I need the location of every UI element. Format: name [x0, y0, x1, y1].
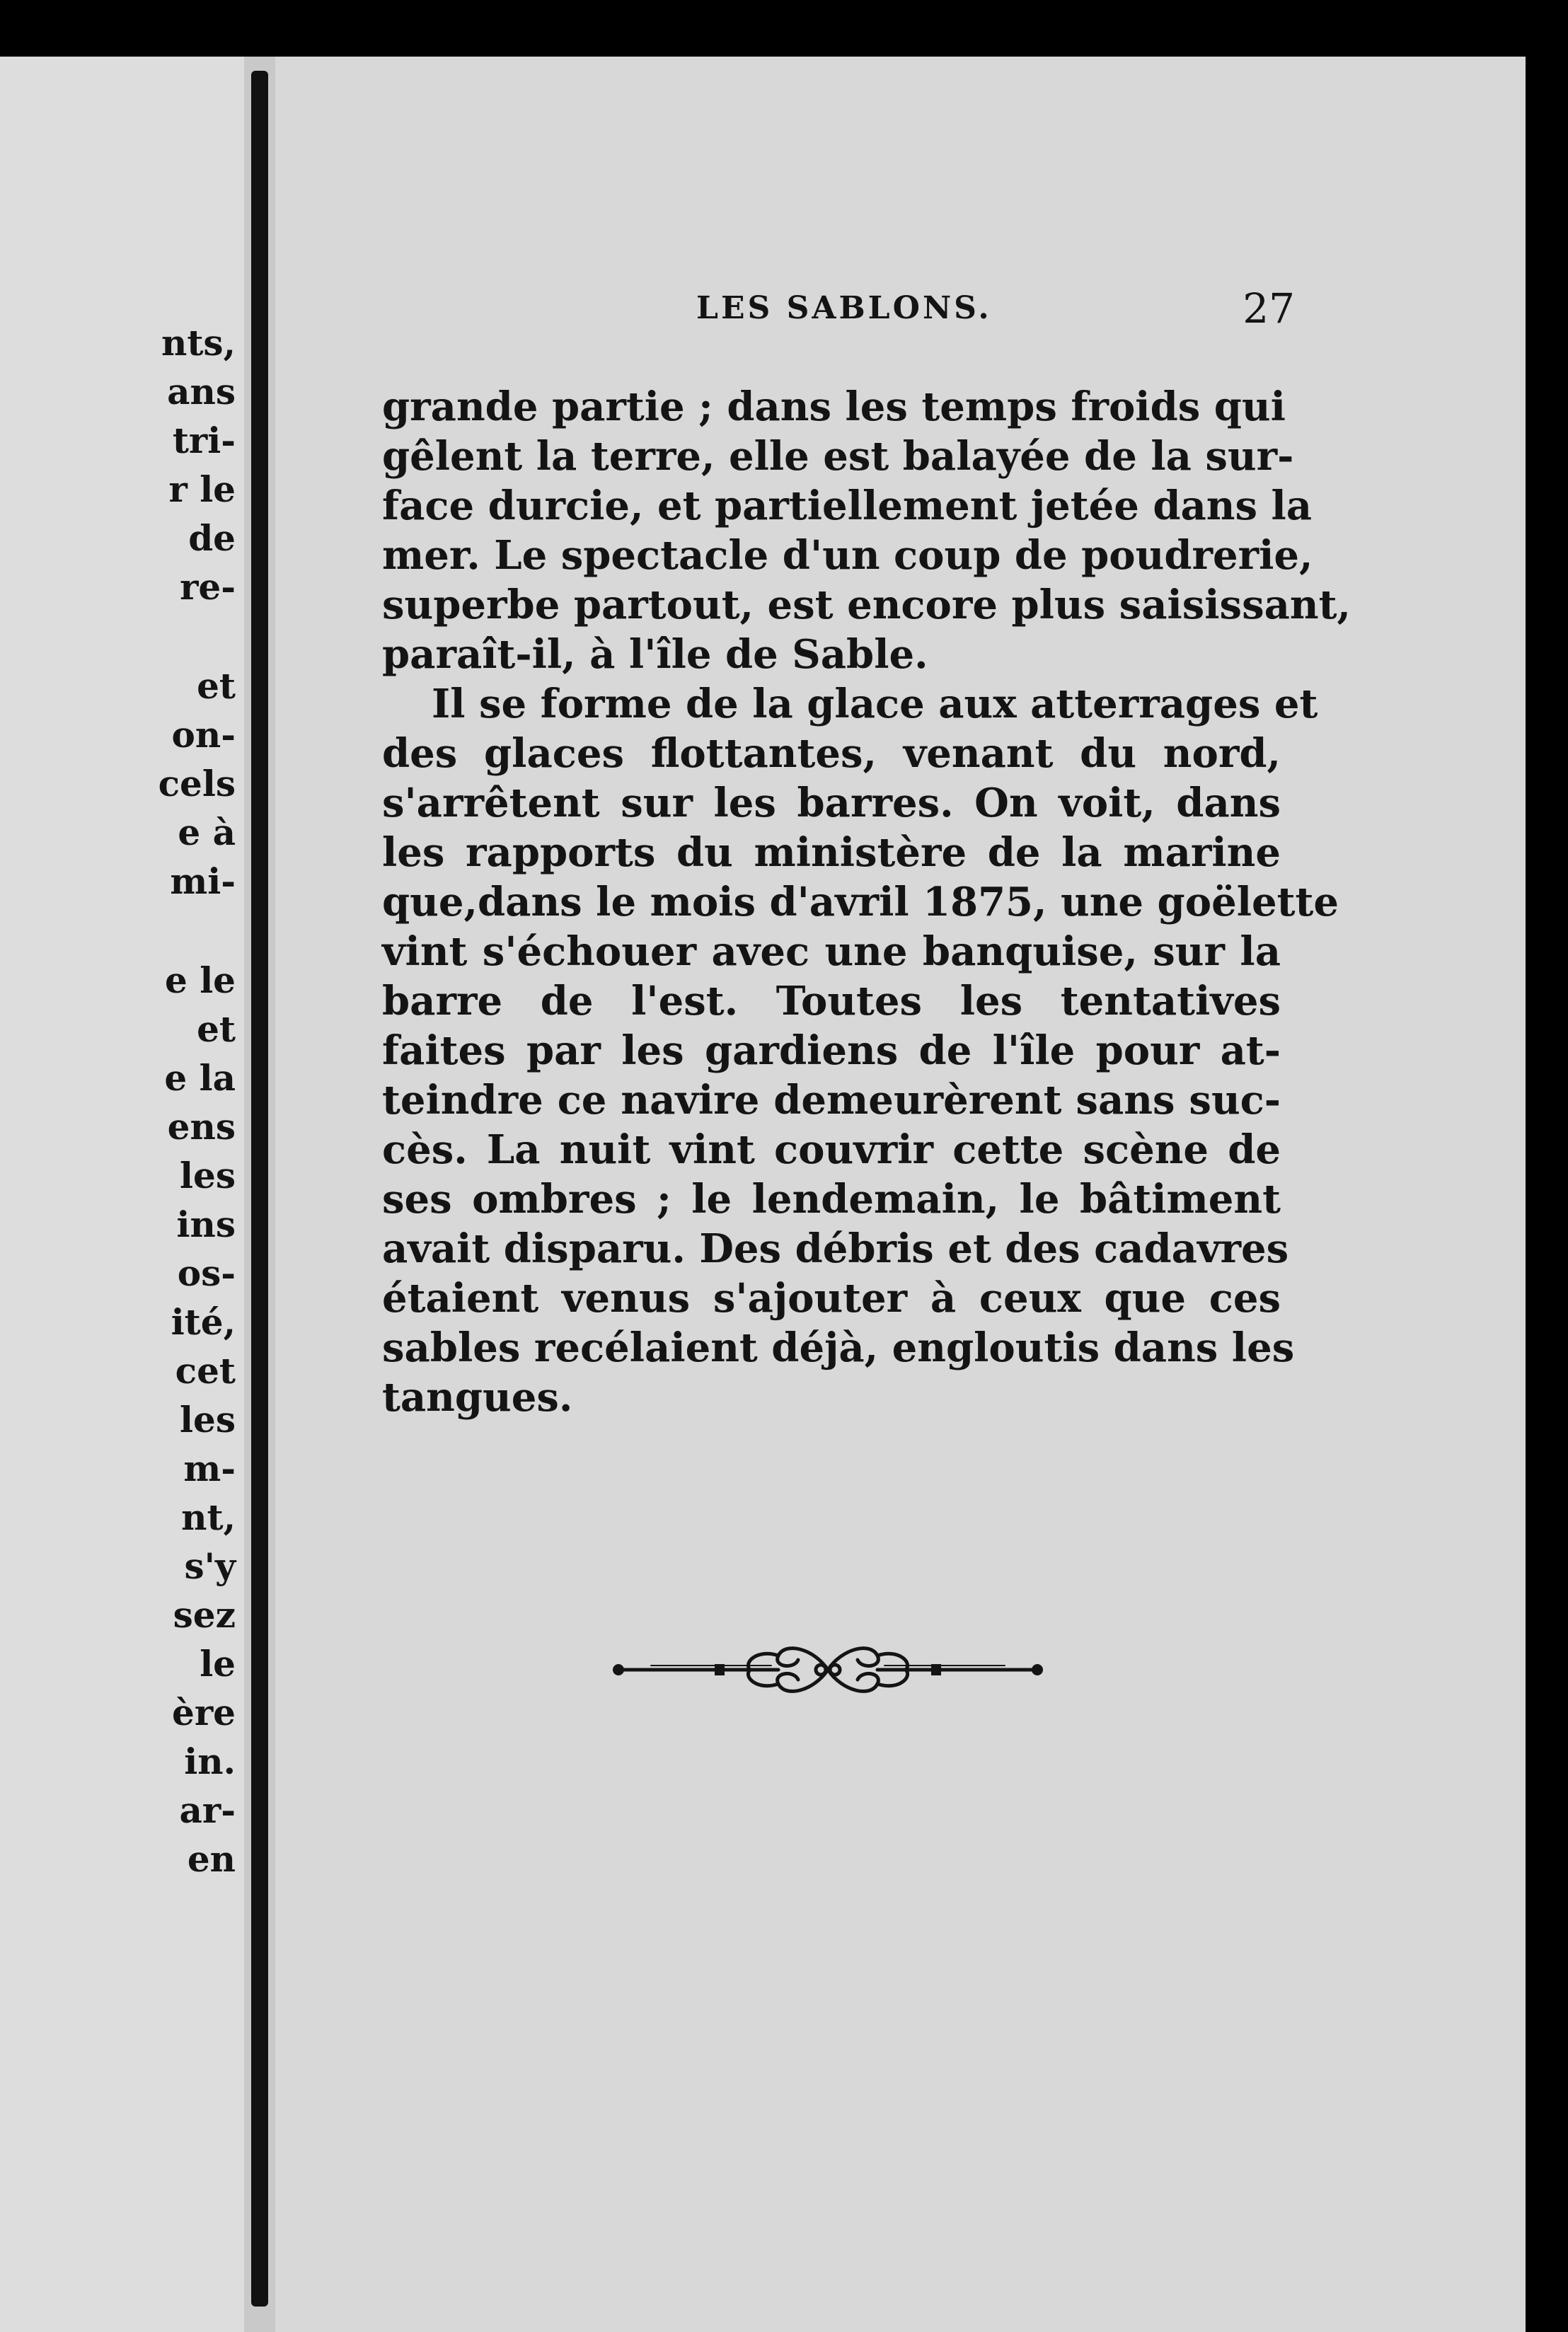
- left-page-text-fragment: le: [200, 1643, 236, 1685]
- left-page-text-fragment: ins: [176, 1203, 236, 1245]
- left-page-text-fragment: ens: [167, 1106, 236, 1148]
- text-line: grande partie ; dans les temps froids qui: [382, 383, 1286, 430]
- left-page-text-fragment: et: [197, 1008, 236, 1050]
- left-page-text-fragment: nt,: [181, 1496, 236, 1538]
- text-line: barre de l'est. Toutes les tentatives: [382, 978, 1281, 1024]
- left-page-text-fragment: ère: [172, 1692, 236, 1733]
- decorative-ornament: [609, 1620, 1047, 1719]
- page-number: 27: [1243, 284, 1295, 333]
- text-line: mer. Le spectacle d'un coup de poudrerie,: [382, 532, 1313, 579]
- left-page-text-fragment: in.: [184, 1741, 236, 1782]
- left-page-text-fragment: e le: [164, 959, 236, 1001]
- page-header: [417, 284, 1295, 347]
- text-line: ses ombres ; le lendemain, le bâtiment: [382, 1176, 1281, 1223]
- text-line: avait disparu. Des débris et des cadavres: [382, 1225, 1289, 1272]
- left-page-text-fragment: en: [187, 1838, 236, 1880]
- left-page-text-fragment: cet: [175, 1350, 236, 1392]
- body-text: [382, 382, 1351, 1422]
- previous-page: [0, 57, 244, 2332]
- text-line: tangues.: [382, 1374, 573, 1421]
- left-page-text-fragment: ité,: [171, 1301, 236, 1343]
- text-line: paraît-il, à l'île de Sable.: [382, 631, 928, 678]
- left-page-text-fragment: s'y: [184, 1545, 236, 1587]
- text-line: face durcie, et partiellement jetée dans la: [382, 483, 1313, 529]
- text-line: gêlent la terre, elle est balayée de la sur-: [382, 433, 1294, 480]
- text-line: superbe partout, est encore plus saisissant,: [382, 582, 1351, 628]
- text-line: des glaces flottantes, venant du nord,: [382, 730, 1281, 777]
- running-title: LES SABLONS.: [696, 290, 992, 326]
- left-page-text-fragment: os-: [177, 1252, 236, 1294]
- left-page-text-fragment: m-: [183, 1448, 236, 1489]
- left-page-text-fragment: ar-: [179, 1789, 236, 1831]
- text-line: s'arrêtent sur les barres. On voit, dans: [382, 780, 1281, 826]
- text-line: étaient venus s'ajouter à ceux que ces: [382, 1275, 1281, 1322]
- text-line: cès. La nuit vint couvrir cette scène de: [382, 1126, 1281, 1173]
- text-line: que,dans le mois d'avril 1875, une goëlette: [382, 879, 1339, 925]
- left-page-text-fragment: e la: [164, 1057, 236, 1099]
- left-page-text-fragment: re-: [180, 566, 236, 608]
- text-line: Il se forme de la glace aux atterrages et: [432, 681, 1318, 727]
- left-page-text-fragment: e à: [178, 812, 236, 853]
- left-page-text-fragment: les: [180, 1399, 236, 1441]
- text-line: teindre ce navire demeurèrent sans suc-: [382, 1077, 1281, 1124]
- left-page-text-fragment: sez: [173, 1594, 236, 1636]
- left-page-text-fragment: mi-: [170, 860, 236, 902]
- text-line: faites par les gardiens de l'île pour at-: [382, 1027, 1281, 1074]
- left-page-text-fragment: on-: [171, 714, 236, 756]
- text-line: vint s'échouer avec une banquise, sur la: [382, 928, 1281, 975]
- left-page-text-fragment: de: [188, 517, 236, 559]
- left-page-text-fragment: les: [180, 1155, 236, 1196]
- left-page-text-fragment: ans: [167, 371, 236, 412]
- text-line: les rapports du ministère de la marine: [382, 829, 1281, 876]
- page-edge-shadow: [1526, 57, 1568, 2332]
- book-spine: [251, 71, 268, 2307]
- text-line: sables recélaient déjà, engloutis dans les: [382, 1324, 1295, 1371]
- left-page-text-fragment: cels: [158, 763, 236, 804]
- left-page-text-fragment: et: [197, 665, 236, 707]
- left-page-text-fragment: tri-: [172, 420, 236, 461]
- left-page-text-fragment: r le: [168, 468, 236, 510]
- left-page-text-fragment: nts,: [161, 322, 236, 364]
